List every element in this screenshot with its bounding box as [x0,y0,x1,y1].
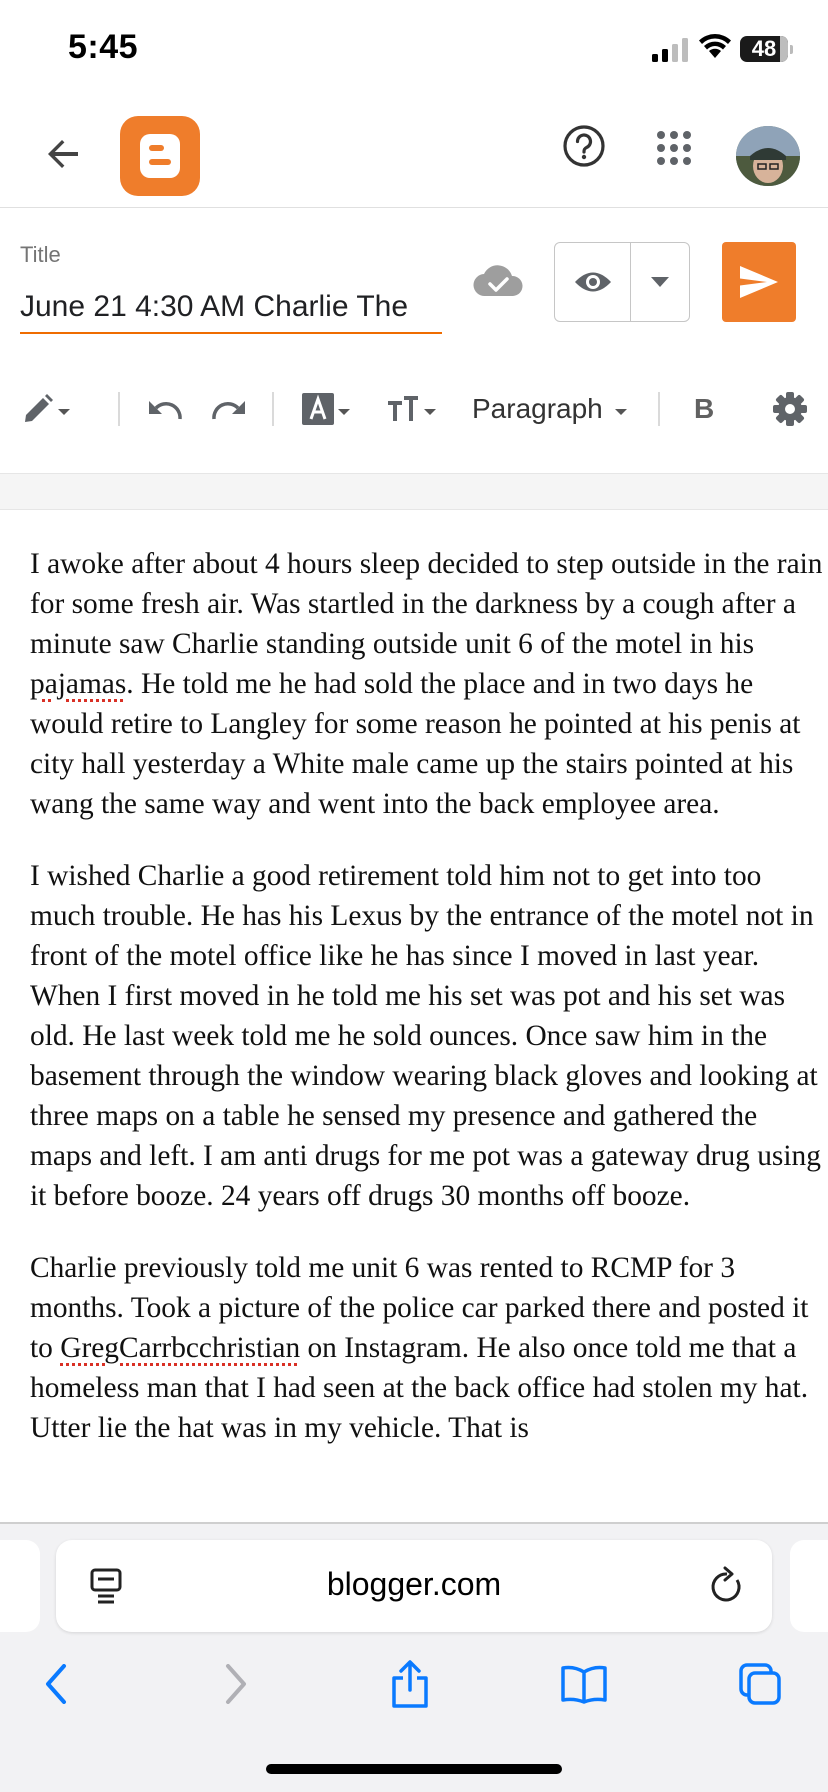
caret-down-icon [424,409,436,415]
paragraph-2: I wished Charlie a good retirement told him not to get into too much trouble. He has his Lexus by the entrance of the motel not in front of the motel office like he has since I moved in last year. When I first moved in he told me his set was pot and his set was old. He last week told me he sold ounces. Once saw him in the basement through the window wearing black gloves and looking at three maps on a table he sensed my presence and gathered the maps and left. I am anti drugs for me pot was a gateway drug using it before booze. 24 years off drugs 30 months off booze. [30,860,821,1212]
book-icon [560,1664,608,1704]
back-arrow-icon[interactable] [40,130,88,178]
redo-button[interactable] [210,384,248,434]
tabs-button[interactable] [730,1654,790,1714]
next-tab-preview[interactable] [790,1540,828,1632]
safari-bottom-bar [0,1524,828,1792]
cloud-saved-icon [472,262,524,298]
formatting-toolbar [0,348,828,474]
browser-forward-button[interactable] [206,1654,266,1714]
gear-icon [772,391,808,427]
title-label: Title [20,242,61,267]
redo-icon [210,397,248,421]
address-bar[interactable] [56,1540,772,1632]
send-icon [740,266,778,298]
previous-tab-preview[interactable] [0,1540,40,1632]
status-time: 5:45 [68,28,139,66]
bookmarks-button[interactable] [554,1654,614,1714]
bold-label: B [694,393,715,424]
post-body[interactable] [0,510,828,1448]
cellular-signal-icon [652,38,692,62]
paragraph-style-dropdown[interactable] [472,384,627,434]
publish-button[interactable] [722,242,796,322]
text-color-dropdown[interactable] [302,384,350,434]
edit-mode-dropdown[interactable] [22,384,70,434]
editor-top-strip [0,474,828,510]
paragraph-3: Charlie previously told me unit 6 was rented to RCMP for 3 months. Took a picture of the police car parked there and posted it to GregCarrbcchristian on Instagram. He also once told me that a homeless man that I had seen at the back office had stolen my hat. Utter lie the hat was in my vehicle. That is [30,1252,809,1444]
app-header [0,100,828,208]
text-color-icon [302,393,334,425]
battery-level: 48 [751,36,777,61]
font-size-icon [386,395,420,423]
preview-button-group [554,242,690,322]
eye-icon [574,269,612,295]
font-size-dropdown[interactable] [386,384,436,434]
battery-indicator [740,36,788,62]
home-indicator [266,1764,562,1774]
paragraph-style-label: Paragraph [472,393,603,424]
caret-down-icon [615,409,627,415]
undo-button[interactable] [146,384,184,434]
chevron-right-icon [224,1664,248,1704]
toolbar-divider [658,392,660,426]
blogger-icon [120,116,200,196]
avatar[interactable] [736,126,800,186]
preview-menu-dropdown[interactable] [631,243,689,321]
browser-back-button[interactable] [26,1654,86,1714]
settings-button[interactable] [772,384,808,434]
help-icon[interactable] [562,124,606,168]
pencil-icon [22,393,54,425]
title-area [0,208,828,348]
status-bar [0,0,828,100]
misspelled-word[interactable]: pajamas [30,668,127,700]
share-button[interactable] [380,1654,440,1714]
user-photo [736,126,800,186]
preview-button[interactable] [555,243,631,321]
caret-down-icon [58,409,70,415]
caret-down-icon [338,409,350,415]
reload-icon[interactable] [710,1566,744,1604]
post-editor[interactable] [0,510,828,1522]
undo-icon [146,397,184,421]
misspelled-word[interactable]: GregCarrbcchristian [60,1332,301,1364]
caret-down-icon [651,277,669,287]
chevron-left-icon [44,1664,68,1704]
address-text[interactable]: blogger.com [326,1566,502,1602]
toolbar-divider [118,392,120,426]
toolbar-divider [272,392,274,426]
paragraph-1: I awoke after about 4 hours sleep decided to step outside in the rain for some fresh air. Was startled in the darkness by a cough after a minute saw Charlie standing outside unit 6 of the motel in his pajamas. He told me he had sold the place and in two days he would retire to Langley for some reason he pointed at his penis at city hall yesterday a White male came up the stairs pointed at his wang the same way and went into the back employee area. [30,548,823,820]
apps-grid-icon[interactable] [656,130,692,166]
title-input[interactable]: June 21 4:30 AM Charlie The [20,290,442,334]
blogger-logo[interactable] [120,116,200,196]
tabs-icon [738,1662,782,1706]
share-icon [390,1660,430,1708]
wifi-icon [698,34,732,60]
bold-button[interactable] [694,384,714,434]
